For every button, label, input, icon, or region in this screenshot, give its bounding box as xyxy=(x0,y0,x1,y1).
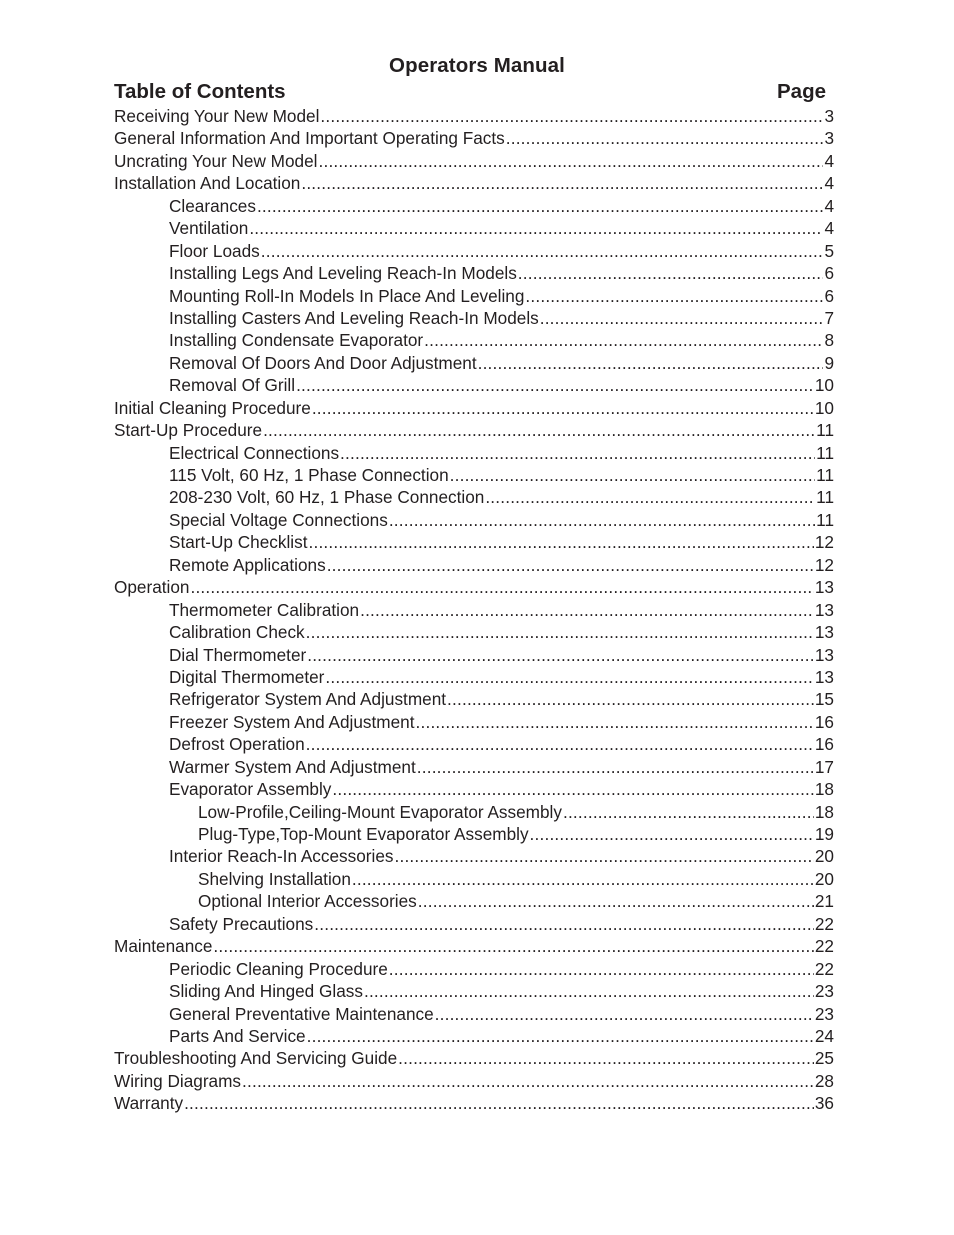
dot-leader xyxy=(530,823,814,845)
toc-entry-page: 3 xyxy=(824,106,834,126)
toc-entry[interactable] xyxy=(114,845,834,867)
toc-entry[interactable] xyxy=(114,868,834,890)
toc-entry-title: Defrost Operation xyxy=(169,734,305,755)
toc-entry[interactable] xyxy=(114,262,834,284)
dot-leader xyxy=(301,172,823,194)
dot-leader xyxy=(398,1047,814,1069)
toc-entry[interactable] xyxy=(114,150,834,172)
toc-entry-title: Installing Casters And Leveling Reach-In Models xyxy=(169,307,539,328)
toc-entry-page: 18 xyxy=(814,801,834,822)
toc-entry-title: Installing Legs And Leveling Reach-In Models xyxy=(169,263,517,284)
toc-entry-page: 16 xyxy=(814,711,834,732)
toc-entry[interactable] xyxy=(114,778,834,800)
dot-leader xyxy=(327,554,814,576)
toc-entry-page: 13 xyxy=(814,599,834,620)
toc-entry-page: 11 xyxy=(816,465,834,485)
toc-entry[interactable] xyxy=(114,644,834,666)
toc-entry[interactable] xyxy=(114,913,834,935)
toc-entry[interactable] xyxy=(114,711,834,733)
toc-entry-page: 22 xyxy=(814,958,834,979)
dot-leader xyxy=(296,374,814,396)
toc-entry-page: 13 xyxy=(814,666,834,687)
toc-entry[interactable] xyxy=(114,307,834,329)
toc-entry-page: 6 xyxy=(824,285,834,306)
dot-leader xyxy=(332,778,813,800)
dot-leader xyxy=(352,868,814,890)
dot-leader xyxy=(307,1025,814,1047)
dot-leader xyxy=(306,733,814,755)
toc-entry-title: Dial Thermometer xyxy=(169,644,307,665)
page-column-heading: Page xyxy=(777,80,826,103)
toc-entry-page: 5 xyxy=(824,240,834,261)
toc-entry-title: Wiring Diagrams xyxy=(114,1070,242,1091)
dot-leader xyxy=(506,127,824,149)
dot-leader xyxy=(306,621,814,643)
dot-leader xyxy=(340,442,815,464)
dot-leader xyxy=(416,711,814,733)
dot-leader xyxy=(319,150,824,172)
dot-leader xyxy=(309,531,814,553)
dot-leader xyxy=(249,217,823,239)
toc-entry-page: 4 xyxy=(824,150,834,171)
toc-entry[interactable] xyxy=(114,1025,834,1047)
document-title: Operators Manual xyxy=(389,54,565,77)
toc-entry-page: 25 xyxy=(814,1048,834,1069)
toc-entry-page: 13 xyxy=(814,577,834,598)
toc-entry[interactable] xyxy=(114,756,834,778)
toc-header xyxy=(114,79,826,105)
toc-entry-title: Evaporator Assembly xyxy=(169,779,332,800)
toc-entry-title: Calibration Check xyxy=(169,622,305,643)
dot-leader xyxy=(563,801,814,823)
dot-leader xyxy=(478,352,824,374)
toc-entry[interactable] xyxy=(114,958,834,980)
toc-entry-page: 23 xyxy=(814,981,834,1002)
toc-entry-title: Warranty xyxy=(114,1093,184,1114)
toc-entry-page: 7 xyxy=(824,307,834,328)
toc-entry-page: 12 xyxy=(814,554,834,575)
toc-entry-page: 12 xyxy=(814,532,834,553)
toc-entry-page: 11 xyxy=(816,509,834,530)
toc-entry-title: Clearances xyxy=(169,195,256,216)
toc-entry-title: Refrigerator System And Adjustment xyxy=(169,689,447,710)
toc-entry[interactable] xyxy=(114,442,834,464)
toc-entry-page: 28 xyxy=(814,1070,834,1091)
toc-entry-title: Shelving Installation xyxy=(198,868,351,889)
toc-entry-title: Troubleshooting And Servicing Guide xyxy=(114,1048,398,1069)
toc-entry-title: Remote Applications xyxy=(169,554,326,575)
toc-entry-title: Mounting Roll-In Models In Place And Leveling xyxy=(169,285,525,306)
dot-leader xyxy=(395,845,814,867)
toc-entry[interactable] xyxy=(114,531,834,553)
dot-leader xyxy=(213,935,813,957)
toc-heading: Table of Contents xyxy=(114,80,286,103)
dot-leader xyxy=(364,980,814,1002)
dot-leader xyxy=(261,240,824,262)
dot-leader xyxy=(424,329,823,351)
toc-entry-page: 20 xyxy=(814,846,834,867)
dot-leader xyxy=(320,105,823,127)
toc-entry[interactable] xyxy=(114,486,834,508)
toc-entry-page: 24 xyxy=(814,1025,834,1046)
toc-entry[interactable] xyxy=(114,801,834,823)
toc-entry-page: 22 xyxy=(814,913,834,934)
toc-entry-title: Digital Thermometer xyxy=(169,666,325,687)
toc-entry-page: 8 xyxy=(824,330,834,351)
toc-entry-page: 4 xyxy=(824,195,834,216)
toc-entry-page: 10 xyxy=(814,397,834,418)
toc-entry-page: 11 xyxy=(816,487,834,508)
dot-leader xyxy=(525,285,823,307)
toc-entry-title: Removal Of Grill xyxy=(169,375,296,396)
dot-leader xyxy=(263,419,815,441)
toc-entry[interactable] xyxy=(114,240,834,262)
dot-leader xyxy=(418,890,814,912)
toc-entry-page: 13 xyxy=(814,622,834,643)
toc-entry-title: Uncrating Your New Model xyxy=(114,150,318,171)
toc-entry-title: Electrical Connections xyxy=(169,442,340,463)
toc-entry-title: Low-Profile,Ceiling-Mount Evaporator Assembly xyxy=(198,801,562,822)
toc-entry[interactable] xyxy=(114,127,834,149)
toc-entry-title: General Preventative Maintenance xyxy=(169,1003,434,1024)
toc-entry-title: Freezer System And Adjustment xyxy=(169,711,415,732)
toc-entry-title: Start-Up Checklist xyxy=(169,532,308,553)
toc-entry-page: 11 xyxy=(816,442,834,463)
dot-leader xyxy=(307,644,814,666)
toc-entry-page: 13 xyxy=(814,644,834,665)
toc-entry[interactable] xyxy=(114,397,834,419)
toc-entry-title: 208-230 Volt, 60 Hz, 1 Phase Connection xyxy=(169,487,485,508)
toc-entry-title: Start-Up Procedure xyxy=(114,420,263,441)
dot-leader xyxy=(242,1070,814,1092)
toc-entry-title: Operation xyxy=(114,577,190,598)
toc-entry[interactable] xyxy=(114,172,834,194)
dot-leader xyxy=(518,262,824,284)
toc-entry-page: 17 xyxy=(814,756,834,777)
dot-leader xyxy=(389,509,815,531)
toc-entry[interactable] xyxy=(114,599,834,621)
toc-entry-page: 6 xyxy=(824,263,834,284)
toc-entry-page: 20 xyxy=(814,868,834,889)
toc-entry[interactable] xyxy=(114,352,834,374)
toc-entry-title: Removal Of Doors And Door Adjustment xyxy=(169,352,477,373)
toc-entry-page: 23 xyxy=(814,1003,834,1024)
toc-entry[interactable] xyxy=(114,621,834,643)
toc-entry-page: 10 xyxy=(814,375,834,396)
toc-entry-title: 115 Volt, 60 Hz, 1 Phase Connection xyxy=(169,465,449,485)
toc-entry[interactable] xyxy=(114,329,834,351)
toc-entry-title: Safety Precautions xyxy=(169,913,314,934)
toc-entry-page: 36 xyxy=(814,1093,834,1114)
toc-entry-title: Maintenance xyxy=(114,936,213,957)
toc-entry-title: Thermometer Calibration xyxy=(169,599,360,620)
toc-entry-page: 21 xyxy=(814,891,834,912)
toc-entry-title: Plug-Type,Top-Mount Evaporator Assembly xyxy=(198,824,529,844)
table-of-contents xyxy=(114,105,834,1115)
toc-entry[interactable] xyxy=(114,285,834,307)
toc-entry-page: 22 xyxy=(814,936,834,957)
toc-entry-title: Ventilation xyxy=(169,218,249,239)
dot-leader xyxy=(312,397,814,419)
toc-entry-page: 16 xyxy=(814,734,834,755)
toc-entry[interactable] xyxy=(114,217,834,239)
toc-entry-title: Special Voltage Connections xyxy=(169,509,388,530)
toc-entry[interactable] xyxy=(114,1070,834,1092)
toc-entry[interactable] xyxy=(114,509,834,531)
toc-entry[interactable] xyxy=(114,935,834,957)
toc-entry[interactable] xyxy=(114,1003,834,1025)
dot-leader xyxy=(360,599,814,621)
toc-entry-title: Installing Condensate Evaporator xyxy=(169,330,424,351)
toc-entry[interactable] xyxy=(114,823,834,845)
toc-entry[interactable] xyxy=(114,1047,834,1069)
toc-entry-page: 15 xyxy=(814,689,834,710)
toc-entry[interactable] xyxy=(114,195,834,217)
toc-entry[interactable] xyxy=(114,733,834,755)
dot-leader xyxy=(450,464,816,486)
dot-leader xyxy=(435,1003,814,1025)
toc-entry[interactable] xyxy=(114,554,834,576)
dot-leader xyxy=(389,958,814,980)
dot-leader xyxy=(540,307,824,329)
toc-entry[interactable] xyxy=(114,666,834,688)
toc-entry-title: Floor Loads xyxy=(169,240,260,261)
toc-entry[interactable] xyxy=(114,890,834,912)
toc-entry-title: Optional Interior Accessories xyxy=(198,891,417,912)
toc-entry-page: 9 xyxy=(824,352,834,373)
toc-entry-title: Installation And Location xyxy=(114,173,301,194)
dot-leader xyxy=(447,688,814,710)
dot-leader xyxy=(190,576,813,598)
toc-entry-title: Initial Cleaning Procedure xyxy=(114,397,311,418)
toc-entry-page: 3 xyxy=(824,128,834,149)
toc-entry-title: Warmer System And Adjustment xyxy=(169,756,416,777)
toc-entry[interactable] xyxy=(114,688,834,710)
dot-leader xyxy=(325,666,813,688)
dot-leader xyxy=(417,756,814,778)
toc-entry-title: Receiving Your New Model xyxy=(114,106,320,126)
toc-entry[interactable] xyxy=(114,105,834,127)
toc-entry-title: Sliding And Hinged Glass xyxy=(169,981,363,1002)
toc-entry-title: General Information And Important Operating Facts xyxy=(114,128,505,149)
toc-entry-title: Periodic Cleaning Procedure xyxy=(169,958,388,979)
toc-entry-title: Interior Reach-In Accessories xyxy=(169,846,394,867)
toc-entry[interactable] xyxy=(114,374,834,396)
toc-entry[interactable] xyxy=(114,576,834,598)
toc-entry[interactable] xyxy=(114,419,834,441)
dot-leader xyxy=(314,913,814,935)
dot-leader xyxy=(257,195,824,217)
toc-entry-page: 4 xyxy=(824,218,834,239)
toc-entry[interactable] xyxy=(114,980,834,1002)
toc-entry-page: 18 xyxy=(814,779,834,800)
toc-entry-page: 11 xyxy=(816,420,834,441)
dot-leader xyxy=(184,1092,814,1114)
toc-entry-page: 4 xyxy=(824,173,834,194)
toc-entry[interactable] xyxy=(114,1092,834,1114)
toc-entry-title: Parts And Service xyxy=(169,1025,306,1046)
toc-entry-page: 19 xyxy=(814,824,834,844)
dot-leader xyxy=(485,486,815,508)
toc-entry[interactable] xyxy=(114,464,834,486)
